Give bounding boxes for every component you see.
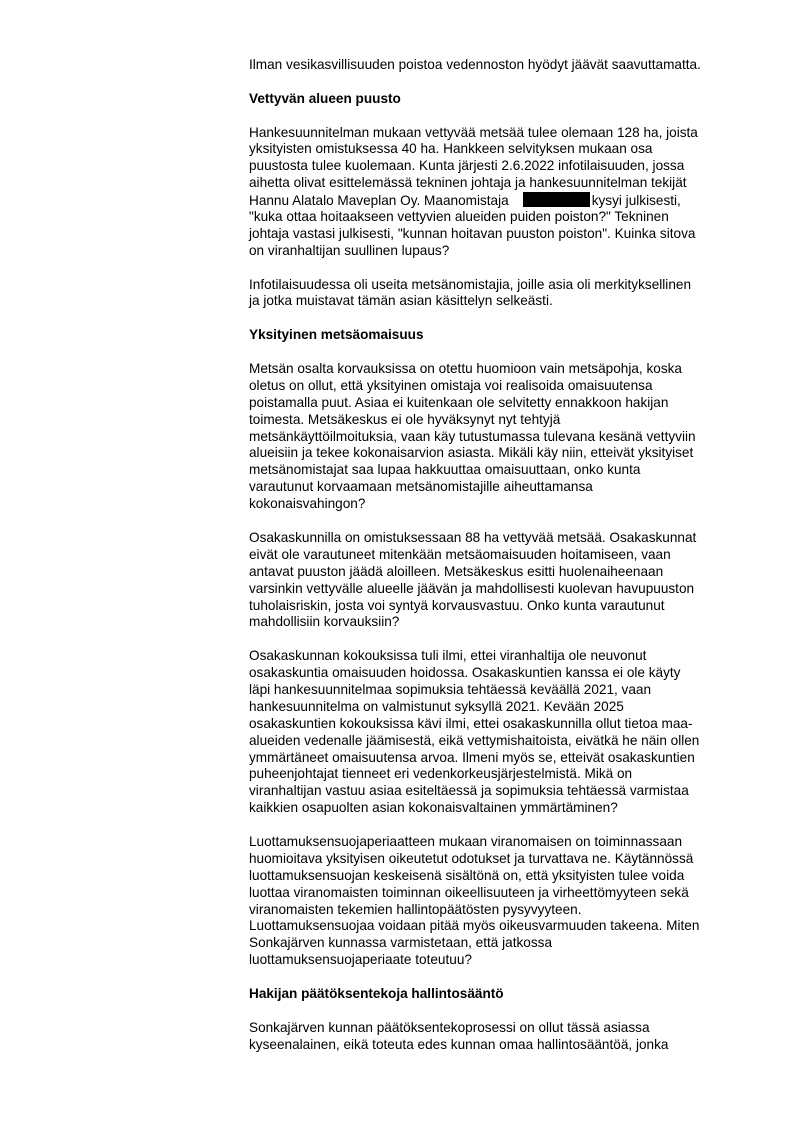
text-line: aihetta olivat esittelemässä tekninen johtaja ja hankesuunnitelman tekijät — [249, 175, 687, 191]
text-line: Osakaskunnilla on omistuksessaan 88 ha vettyvää metsää. Osakaskunnat — [249, 529, 697, 545]
text-line: puustosta tulee kuolemaan. Kunta järjesti 2.6.2022 infotilaisuuden, jossa — [249, 158, 685, 174]
text-line: alueiden vedenalle jäämisestä, eikä vettymishaitoista, eivätkä he näin ollen — [249, 732, 700, 748]
paragraph — [249, 125, 749, 260]
document-page — [249, 57, 749, 1054]
text-line: huomioitava yksityisen oikeutetut odotukset ja turvattava ne. Käytännössä — [249, 850, 694, 866]
text-line: luottamuksensuojan keskeisenä sisältönä on, että yksityisten tulee voida — [249, 867, 685, 883]
intro-paragraph — [249, 57, 749, 74]
text-line: yksityisten omistuksessa 40 ha. Hankkeen selvityksen mukaan osa — [249, 141, 653, 157]
text-line: Metsän osalta korvauksissa on otettu huomioon vain metsäpohja, koska — [249, 361, 682, 377]
text-line: johtaja vastasi julkisesti, "kunnan hoitavan puuston poiston". Kuinka sitova — [249, 225, 696, 241]
text-line: luottamuksensuojaperiaate toteutuu? — [249, 952, 472, 968]
text-line: puheenjohtajat tienneet eri vedenkorkeusjärjestelmistä. Mikä on — [249, 766, 633, 782]
text-line: kokonaisvahingon? — [249, 496, 366, 512]
text-line: kaikkien osapuolten asian kokonaisvaltainen ymmärtäminen? — [249, 800, 618, 816]
text-line: viranomaisten tekemien hallintopäätösten pysyvyyteen. — [249, 901, 582, 917]
text-line-with-redaction — [249, 192, 749, 209]
text-line: Luottamuksensuojaperiaatteen mukaan viranomaisen on toiminnassaan — [249, 833, 683, 849]
text-line: mahdollisiin korvauksiin? — [249, 614, 400, 630]
text-line: "kuka ottaa hoitaakseen vettyvien alueiden puiden poiston?" Tekninen — [249, 209, 669, 225]
text-line: ymmärtäneet omaisuutensa arvoa. Ilmeni myös se, etteivät osakaskuntien — [249, 749, 695, 765]
text-line: läpi hankesuunnitelmaa sopimuksia tehtäessä keväällä 2021, vaan — [249, 681, 652, 697]
redaction-block — [523, 192, 590, 207]
text-line: poistamalla puut. Asiaa ei kuitenkaan ole selvitetty ennakkoon hakijan — [249, 394, 669, 410]
text-line: on viranhaltijan suullinen lupaus? — [249, 242, 450, 258]
text-line: luottaa viranomaisten toiminnan oikeellisuuteen ja virheettömyyteen sekä — [249, 884, 689, 900]
text-line: Sonkajärven kunnan päätöksentekoprosessi on ollut tässä asiassa — [249, 1019, 650, 1035]
text-line: Infotilaisuudessa oli useita metsänomistajia, joille asia oli merkityksellinen — [249, 276, 692, 292]
text-line: osakaskuntien kokouksissa kävi ilmi, ettei osakaskunnilla ollut tietoa maa- — [249, 715, 693, 731]
section-heading-yksityinen-metsaomaisuus: Yksityinen metsäomaisuus — [249, 327, 424, 343]
text-line: antavat puuston jäädä aloilleen. Metsäkeskus esitti huolenaiheenaan — [249, 563, 664, 579]
text-segment: kysyi julkisesti, — [591, 193, 681, 209]
text-line: metsänkäyttöilmoituksia, vaan käy tutustumassa tulevana kesänä vettyviin — [249, 428, 696, 444]
text-line: Osakaskunnan kokouksissa tuli ilmi, ettei viranhaltija ole neuvonut — [249, 648, 647, 664]
text-line: kyseenalainen, eikä toteuta edes kunnan omaa hallintosääntöä, jonka — [249, 1036, 669, 1052]
paragraph — [249, 361, 749, 513]
text-line: tuholaisriskin, josta voi syntyä korvausvastuu. Onko kunta varautunut — [249, 597, 665, 613]
text-line: Sonkajärven kunnassa varmistetaan, että jatkossa — [249, 935, 553, 951]
text-segment: Hannu Alatalo Maveplan Oy. Maanomistaja — [249, 193, 509, 209]
paragraph — [249, 648, 749, 817]
text-line: viranhaltijan vastuu asiaa esiteltäessä ja sopimuksia tehtäessä varmistaa — [249, 783, 689, 799]
section-heading-hakijan-paatoksenteko: Hakijan päätöksentekoja hallintosääntö — [249, 985, 504, 1001]
text-line: metsänomistajat saa lupaa hakkuuttaa omaisuuttaan, onko kunta — [249, 462, 641, 478]
text-line: varautunut korvaamaan metsänomistajille aiheuttamansa — [249, 479, 593, 495]
paragraph — [249, 834, 749, 969]
text-line: osakaskuntia omaisuuden hoidossa. Osakaskuntien kanssa ei ole käyty — [249, 665, 681, 681]
text-line: toimesta. Metsäkeskus ei ole hyväksynyt nyt tehtyjä — [249, 411, 561, 427]
text-line: ja jotka muistavat tämän asian käsittelyn selkeästi. — [249, 293, 553, 309]
paragraph — [249, 277, 749, 311]
text-line: varsinkin vettyvälle alueelle jäävän ja mahdollisesti kuolevan havupuuston — [249, 580, 695, 596]
text-line: alueisiin ja tekee kokonaisarvion asiasta. Mikäli käy niin, etteivät yksityiset — [249, 445, 694, 461]
text-line: eivät ole varautuneet mitenkään metsäomaisuuden hoitamiseen, vaan — [249, 546, 671, 562]
text-line: oletus on ollut, että yksityinen omistaja voi realisoida omaisuutensa — [249, 377, 653, 393]
paragraph — [249, 1020, 749, 1054]
text-line: hankesuunnitelma on valmistunut syksyllä 2021. Kevään 2025 — [249, 698, 624, 714]
text-line: Luottamuksensuojaa voidaan pitää myös oikeusvarmuuden takeena. Miten — [249, 918, 700, 934]
text-line: Ilman vesikasvillisuuden poistoa vedennoston hyödyt jäävät saavuttamatta. — [249, 57, 701, 72]
section-heading-vettyvan-alueen-puusto: Vettyvän alueen puusto — [249, 90, 401, 106]
text-line: Hankesuunnitelman mukaan vettyvää metsää tulee olemaan 128 ha, joista — [249, 124, 698, 140]
paragraph — [249, 530, 749, 631]
